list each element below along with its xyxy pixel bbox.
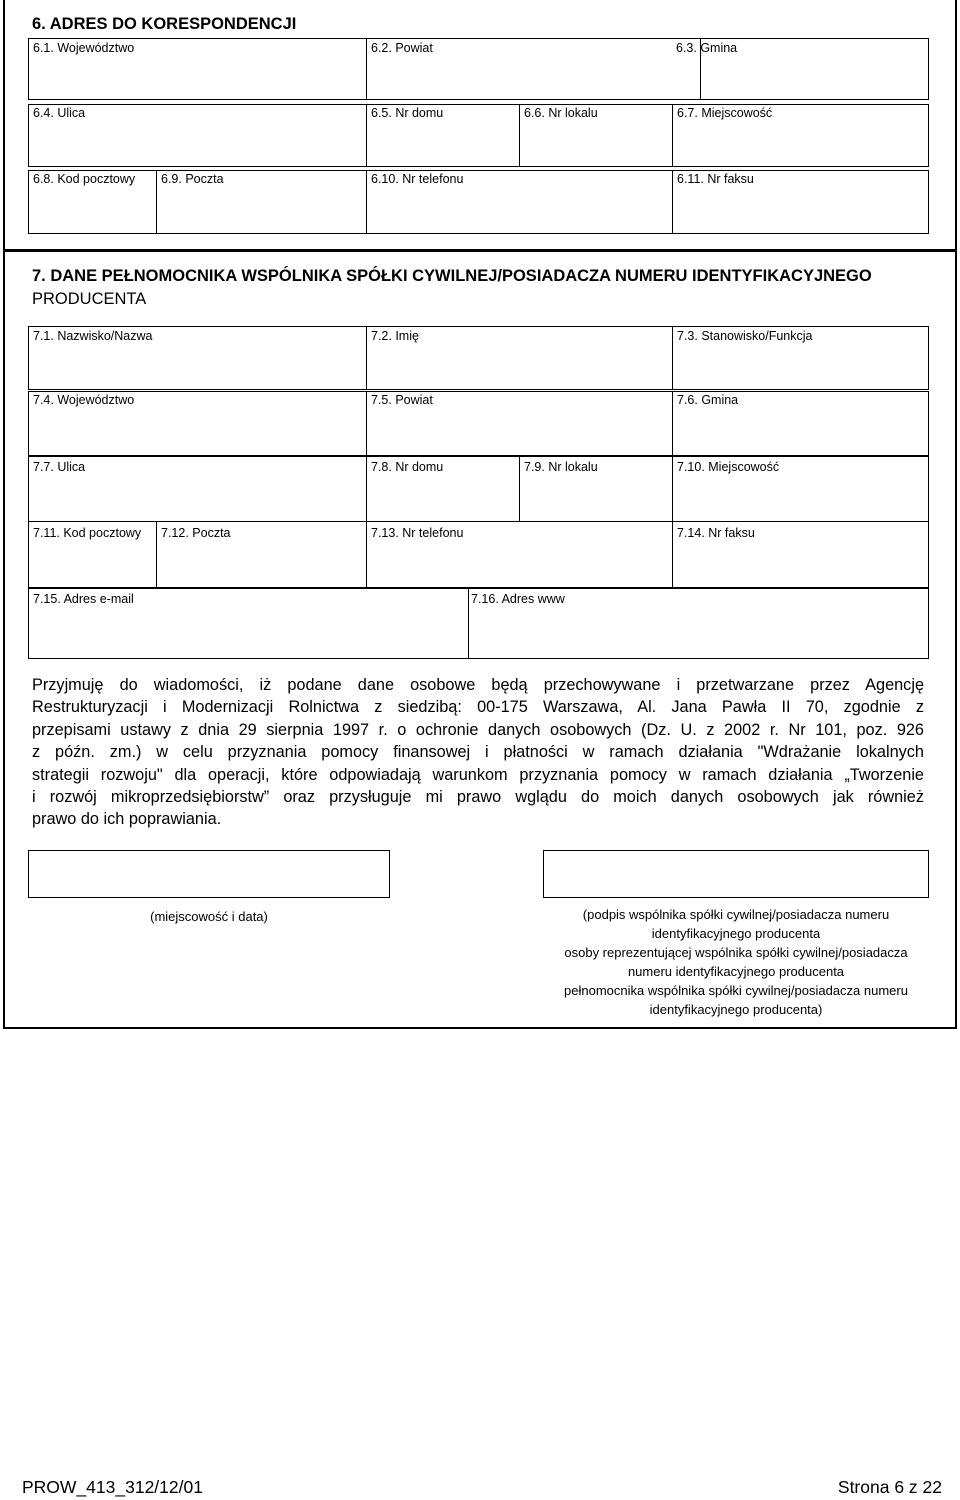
- label-6-6: 6.6. Nr lokalu: [524, 106, 598, 120]
- label-6-1: 6.1. Województwo: [33, 41, 135, 55]
- label-7-9: 7.9. Nr lokalu: [524, 460, 598, 474]
- label-6-10: 6.10. Nr telefonu: [371, 172, 464, 186]
- consent-line: Przyjmuję do wiadomości, iż podane dane osobowe będą przechowywane i przetwarzane przez Agencję: [32, 676, 924, 694]
- label-7-15: 7.15. Adres e-mail: [33, 592, 134, 606]
- consent-line: i rozwój mikroprzedsiębiorstw” oraz przysługuje mi prawo wglądu do moich danych osobowych jak również: [32, 788, 924, 807]
- label-6-11: 6.11. Nr faksu: [677, 172, 754, 186]
- consent-line: Restrukturyzacji i Modernizacji Rolnictwa z siedzibą: 00-175 Warszawa, Al. Jana Pawła II 70, zgodnie z: [32, 698, 924, 717]
- label-6-3: 6.3. Gmina: [676, 41, 738, 55]
- consent-line: przepisami ustawy z dnia 29 sierpnia 1997 r. o ochronie danych osobowych (Dz. U. z 2002 r. Nr 101, poz. 926: [32, 720, 924, 739]
- signature-caption-line: numeru identyfikacyjnego producenta: [627, 964, 845, 979]
- consent-line: z późn. zm.) w celu przyznania pomocy finansowej i płatności w ramach działania "Wdrażanie lokalnych: [32, 743, 924, 762]
- signature-caption-line: osoby reprezentującej wspólnika spółki cywilnej/posiadacza: [564, 945, 908, 960]
- label-7-8: 7.8. Nr domu: [371, 460, 444, 474]
- label-6-7: 6.7. Miejscowość: [677, 106, 773, 120]
- footer-page-number: Strona 6 z 22: [837, 1477, 942, 1497]
- place-date-caption: (miejscowość i data): [150, 909, 268, 924]
- label-7-14: 7.14. Nr faksu: [677, 526, 755, 540]
- place-date-box[interactable]: [28, 850, 390, 898]
- consent-paragraph: [32, 674, 924, 831]
- label-7-6: 7.6. Gmina: [677, 393, 739, 407]
- label-6-2: 6.2. Powiat: [371, 41, 433, 55]
- consent-line: strategii rozwoju" dla operacji, które odpowiadają warunkom przyznania pomocy w ramach działania „Tworzenie: [32, 765, 924, 784]
- label-7-13: 7.13. Nr telefonu: [371, 526, 464, 540]
- section-7-heading-line1: 7. DANE PEŁNOMOCNIKA WSPÓLNIKA SPÓŁKI CYWILNEJ/POSIADACZA NUMERU IDENTYFIKACYJNEGO: [32, 267, 872, 285]
- label-7-11: 7.11. Kod pocztowy: [33, 526, 142, 540]
- signature-caption: [530, 905, 942, 1019]
- label-7-4: 7.4. Województwo: [33, 393, 135, 407]
- label-6-5: 6.5. Nr domu: [371, 106, 444, 120]
- section-7-heading-line2: PRODUCENTA: [32, 290, 147, 308]
- label-7-16: 7.16. Adres www: [471, 592, 565, 606]
- consent-line: prawo do ich poprawiania.: [32, 810, 222, 829]
- label-7-1: 7.1. Nazwisko/Nazwa: [33, 329, 153, 343]
- label-6-9: 6.9. Poczta: [161, 172, 224, 186]
- signature-caption-line: pełnomocnika wspólnika spółki cywilnej/posiadacza numeru: [564, 983, 908, 998]
- label-6-8: 6.8. Kod pocztowy: [33, 172, 136, 186]
- label-7-3: 7.3. Stanowisko/Funkcja: [677, 329, 813, 343]
- signature-caption-line: identyfikacyjnego producenta: [651, 926, 821, 941]
- label-7-12: 7.12. Poczta: [161, 526, 231, 540]
- label-7-10: 7.10. Miejscowość: [677, 460, 780, 474]
- label-6-4: 6.4. Ulica: [33, 106, 86, 120]
- label-7-5: 7.5. Powiat: [371, 393, 433, 407]
- signature-box[interactable]: [543, 850, 929, 898]
- footer-form-code: PROW_413_312/12/01: [22, 1477, 203, 1497]
- section-6-heading: 6. ADRES DO KORESPONDENCJI: [32, 15, 297, 33]
- label-7-2: 7.2. Imię: [371, 329, 419, 343]
- signature-caption-line: identyfikacyjnego producenta): [649, 1002, 823, 1017]
- signature-caption-line: (podpis wspólnika spółki cywilnej/posiadacza numeru: [582, 907, 890, 922]
- label-7-7: 7.7. Ulica: [33, 460, 86, 474]
